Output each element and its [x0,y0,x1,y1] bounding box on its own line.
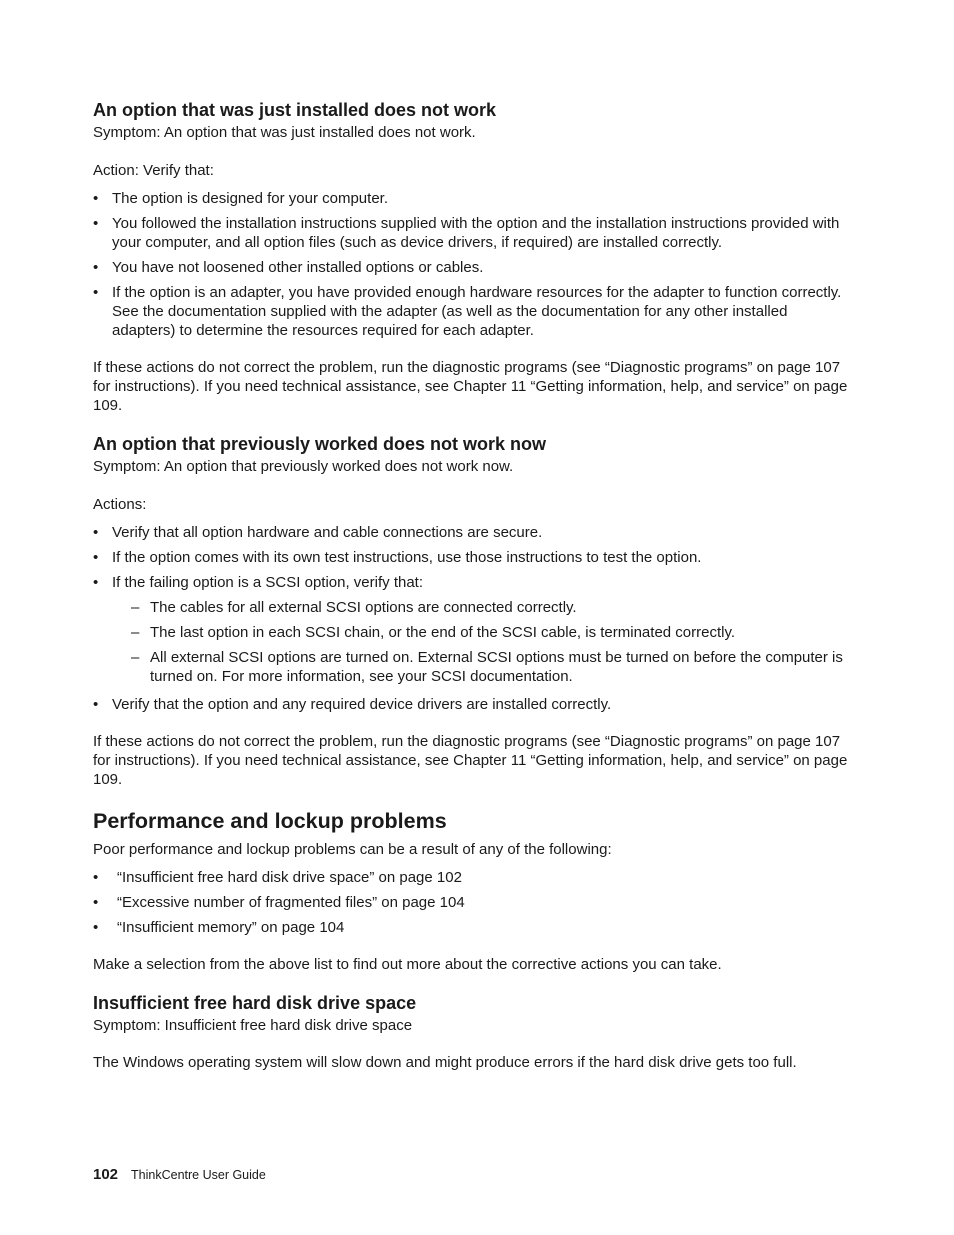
body-paragraph: The Windows operating system will slow down and might produce errors if the hard disk drive gets too full. [93,1054,797,1071]
list-item: • Verify that the option and any required device drivers are installed correctly. [93,695,853,714]
link-list [93,868,853,937]
intro-paragraph: Poor performance and lockup problems can be a result of any of the following: [93,841,612,858]
list-item-text: If the failing option is a SCSI option, verify that: [112,574,424,591]
cross-reference-link[interactable]: • “Insufficient free hard disk drive space” on page 102 [93,868,853,887]
page-number: 102 [93,1166,119,1183]
chapter-heading-performance: Performance and lockup problems [93,809,447,833]
closing-paragraph: Make a selection from the above list to find out more about the corrective actions you can take. [93,956,722,973]
sublist-item: – The last option in each SCSI chain, or the end of the SCSI cable, is terminated correctly. [112,623,853,642]
section-heading-disk-space: Insufficient free hard disk drive space [93,993,417,1013]
list-item: • If the option is an adapter, you have provided enough hardware resources for the adapter to function correctly. See the documentation supplied with the adapter (as well as the documentation for any other installed adapters) to determine the resources required for each adapter. [93,283,853,340]
symptom-text: Symptom: An option that was just installed does not work. [93,124,476,141]
section-heading-previously-worked: An option that previously worked does not work now [93,434,547,454]
page-content [93,99,853,1072]
section-heading-just-installed: An option that was just installed does not work [93,100,497,120]
dash-sublist [112,598,853,686]
closing-paragraph: If these actions do not correct the problem, run the diagnostic programs (see “Diagnostic programs” on page 107 for instructions). If you need technical assistance, see Chapter 11 “Getting information, help, and service” on page 109. [93,359,848,414]
list-item: • The option is designed for your computer. [93,189,853,208]
action-intro: Action: Verify that: [93,162,214,179]
document-title: ThinkCentre User Guide [131,1168,266,1182]
symptom-text: Symptom: Insufficient free hard disk drive space [93,1017,413,1034]
list-item: • You followed the installation instructions supplied with the option and the installation instructions provided with your computer, and all option files (such as device drivers, if required) are installed correctly. [93,214,853,252]
list-item: • Verify that all option hardware and cable connections are secure. [93,523,853,542]
symptom-text: Symptom: An option that previously worked does not work now. [93,458,514,475]
bullet-list [93,189,853,340]
list-item [93,573,853,686]
list-item: • If the option comes with its own test instructions, use those instructions to test the option. [93,548,853,567]
sublist-item: – All external SCSI options are turned on. External SCSI options must be turned on before the computer is turned on. For more information, see your SCSI documentation. [112,648,853,686]
cross-reference-link[interactable]: • “Insufficient memory” on page 104 [93,918,853,937]
action-intro: Actions: [93,496,147,513]
list-item: • You have not loosened other installed options or cables. [93,258,853,277]
cross-reference-link[interactable]: • “Excessive number of fragmented files” on page 104 [93,893,853,912]
closing-paragraph: If these actions do not correct the problem, run the diagnostic programs (see “Diagnostic programs” on page 107 for instructions). If you need technical assistance, see Chapter 11 “Getting information, help, and service” on page 109. [93,733,848,788]
bullet-list [93,523,853,714]
page-footer [93,1165,266,1185]
sublist-item: – The cables for all external SCSI options are connected correctly. [112,598,853,617]
